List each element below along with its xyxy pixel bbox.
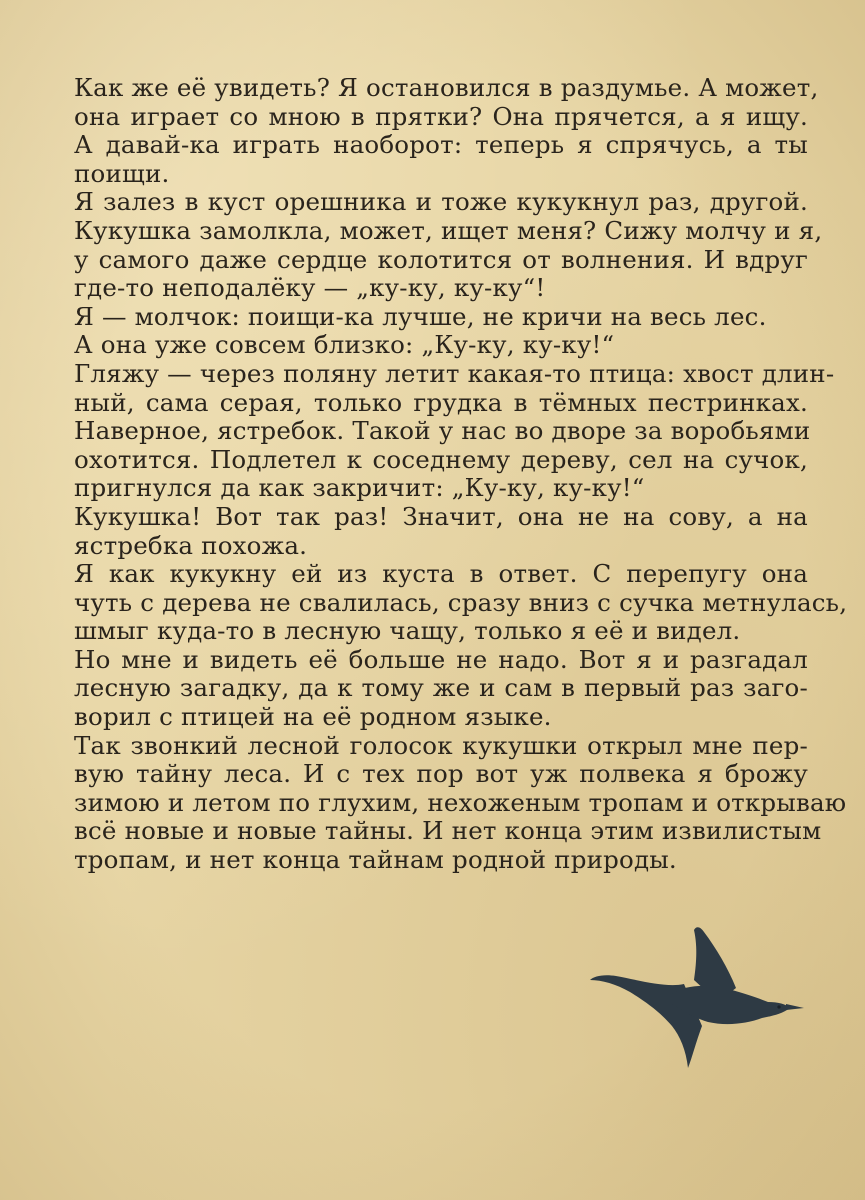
text-line: она играет со мною в прятки? Она прячется, а я ищу. <box>74 101 808 131</box>
text-line: ный, сама серая, только грудка в тёмных пестринках. <box>74 387 808 417</box>
text-line: ястребка похожа. <box>74 530 308 560</box>
text-line: Наверное, ястребок. Такой у нас во дворе за воробьями <box>74 416 811 446</box>
text-line: Я залез в куст орешника и тоже кукукнул раз, другой. <box>74 187 808 217</box>
text-line: Но мне и видеть её больше не надо. Вот я и разгадал <box>74 644 808 674</box>
paragraph <box>74 730 847 875</box>
text-line: Я как кукукну ей из куста в ответ. С перепугу она <box>74 559 808 589</box>
text-line: А давай-ка играть наоборот: теперь я спрячусь, а ты <box>74 130 808 160</box>
text-line: охотится. Подлетел к соседнему дереву, сел на сучок, <box>74 444 808 474</box>
text-line: вую тайну леса. И с тех пор вот уж полвека я брожу <box>74 759 808 789</box>
paragraph <box>74 187 823 303</box>
paragraph <box>74 303 808 332</box>
text-line: пригнулся да как закричит: „Ку-ку, ку-ку!“ <box>74 473 645 503</box>
swallow-silhouette-icon <box>590 927 804 1068</box>
text-line: Кукушка! Вот так раз! Значит, она не на сову, а на <box>74 501 808 531</box>
text-line: где-то неподалёку — „ку-ку, ку-ку“! <box>74 273 546 303</box>
text-line: Как же её увидеть? Я остановился в раздумье. А может, <box>74 73 819 102</box>
paragraph <box>74 331 808 360</box>
text-line: Я — молчок: поищи-ка лучше, не кричи на весь лес. <box>74 301 767 331</box>
text-line: поищи. <box>74 158 170 188</box>
text-line: Кукушка замолкла, может, ищет меня? Сижу молчу и я, <box>74 215 823 245</box>
text-line: всё новые и новые тайны. И нет конца этим извилистым <box>74 816 822 846</box>
text-line: шмыг куда-то в лесную чащу, только я её и видел. <box>74 616 741 646</box>
paragraph <box>74 503 808 560</box>
text-line: тропам, и нет конца тайнам родной природы. <box>74 845 677 875</box>
text-line: Так звонкий лесной голосок кукушки открыл мне пер- <box>74 730 808 760</box>
paragraph <box>74 646 808 732</box>
text-line: у самого даже сердце колотится от волнения. И вдруг <box>74 244 808 274</box>
paragraph <box>74 73 819 188</box>
text-line: чуть с дерева не свалилась, сразу вниз с сучка метнулась, <box>74 587 848 617</box>
paragraph <box>74 559 848 646</box>
paragraph <box>74 358 835 503</box>
bird-illustration <box>586 918 808 1076</box>
text-line: лесную загадку, да к тому же и сам в первый раз заго- <box>74 673 808 703</box>
text-line: ворил с птицей на её родном языке. <box>74 702 552 732</box>
text-line: Гляжу — через поляну летит какая-то птица: хвост длин- <box>74 358 835 388</box>
text-line: зимою и летом по глухим, нехоженым тропам и открываю <box>74 787 847 817</box>
story-text <box>74 73 848 875</box>
text-line: А она уже совсем близко: „Ку-ку, ку-ку!“ <box>74 330 615 360</box>
